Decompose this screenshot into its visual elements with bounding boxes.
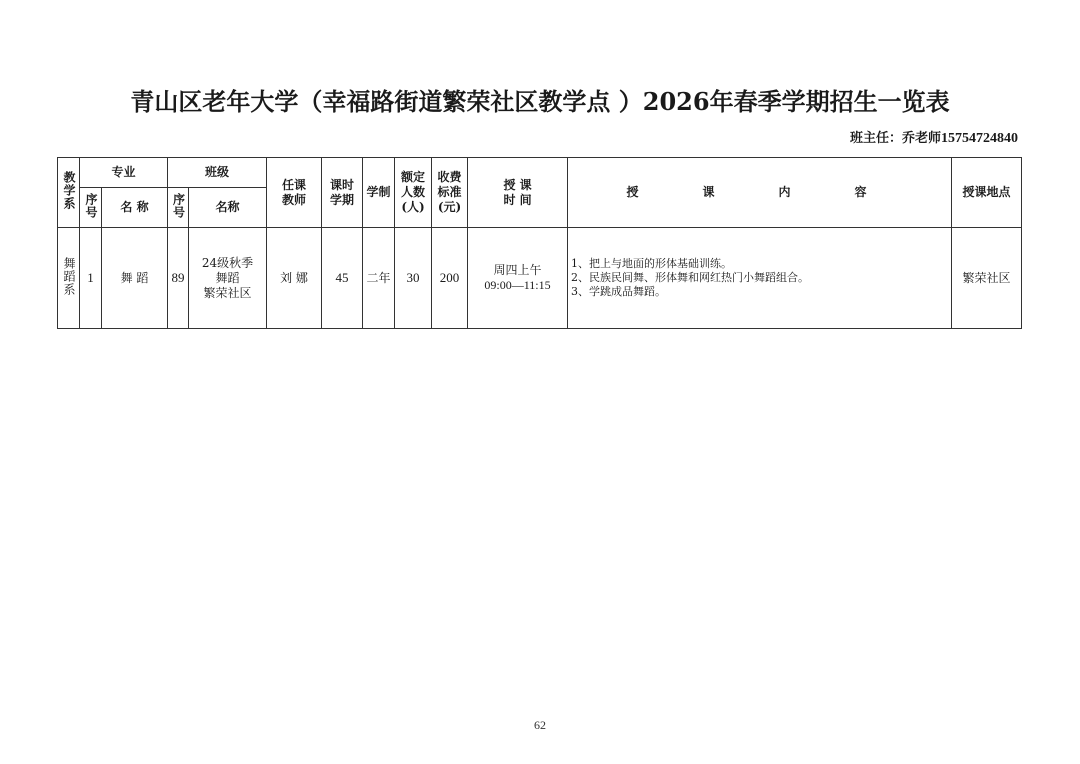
cell-location: 繁荣社区 <box>952 228 1022 329</box>
cell-class-seq: 89 <box>168 228 189 329</box>
header-duration: 学制 <box>363 158 395 228</box>
page-title: 青山区老年大学（幸福路街道繁荣社区教学点 ）2026年春季学期招生一览表 <box>130 87 950 116</box>
header-time: 授 课时 间 <box>468 158 568 228</box>
cell-department: 舞蹈系 <box>58 228 80 329</box>
header-hours: 课时学期 <box>322 158 363 228</box>
content-line-3: 3、学跳成品舞蹈。 <box>571 285 667 299</box>
header-major-seq: 序号 <box>80 188 102 228</box>
content-line-1: 1、把上与地面的形体基础训练。 <box>571 256 733 270</box>
header-fee: 收费标准(元) <box>432 158 468 228</box>
header-class-seq: 序号 <box>168 188 189 228</box>
header-row-1 <box>58 158 1022 188</box>
cell-time <box>468 228 568 329</box>
cell-teacher: 刘 娜 <box>267 228 322 329</box>
head-teacher-label: 班主任：乔老师 <box>849 131 941 146</box>
cell-content <box>568 228 952 329</box>
head-teacher-phone: 15754724840 <box>941 131 1018 146</box>
time-line-1: 周四上午 <box>493 263 542 277</box>
class-name-line-3: 繁荣社区 <box>203 285 252 300</box>
header-class-name: 名称 <box>189 188 267 228</box>
content-line-2: 2、民族民间舞、形体舞和网红热门小舞蹈组合。 <box>571 270 810 284</box>
head-teacher <box>850 127 1018 147</box>
cell-duration: 二年 <box>363 228 395 329</box>
header-content: 授 课 内 容 <box>568 158 952 228</box>
header-major: 专业 <box>80 158 168 188</box>
class-name-line-1: 24级秋季 <box>201 255 254 270</box>
header-major-name: 名 称 <box>102 188 168 228</box>
class-name-line-2: 舞蹈 <box>215 270 240 285</box>
cell-major-name: 舞 蹈 <box>102 228 168 329</box>
header-location: 授课地点 <box>952 158 1022 228</box>
cell-hours: 45 <box>322 228 363 329</box>
time-line-2: 09:00—11:15 <box>484 278 551 292</box>
header-quota: 额定人数(人) <box>395 158 432 228</box>
page-number: 62 <box>534 718 546 732</box>
header-teacher: 任课教师 <box>267 158 322 228</box>
enrollment-table <box>57 157 1022 329</box>
cell-fee: 200 <box>432 228 468 329</box>
cell-class-name <box>189 228 267 329</box>
cell-major-seq: 1 <box>80 228 102 329</box>
table-row <box>58 228 1022 329</box>
header-class: 班级 <box>168 158 267 188</box>
cell-quota: 30 <box>395 228 432 329</box>
header-department: 教学系 <box>58 158 80 228</box>
